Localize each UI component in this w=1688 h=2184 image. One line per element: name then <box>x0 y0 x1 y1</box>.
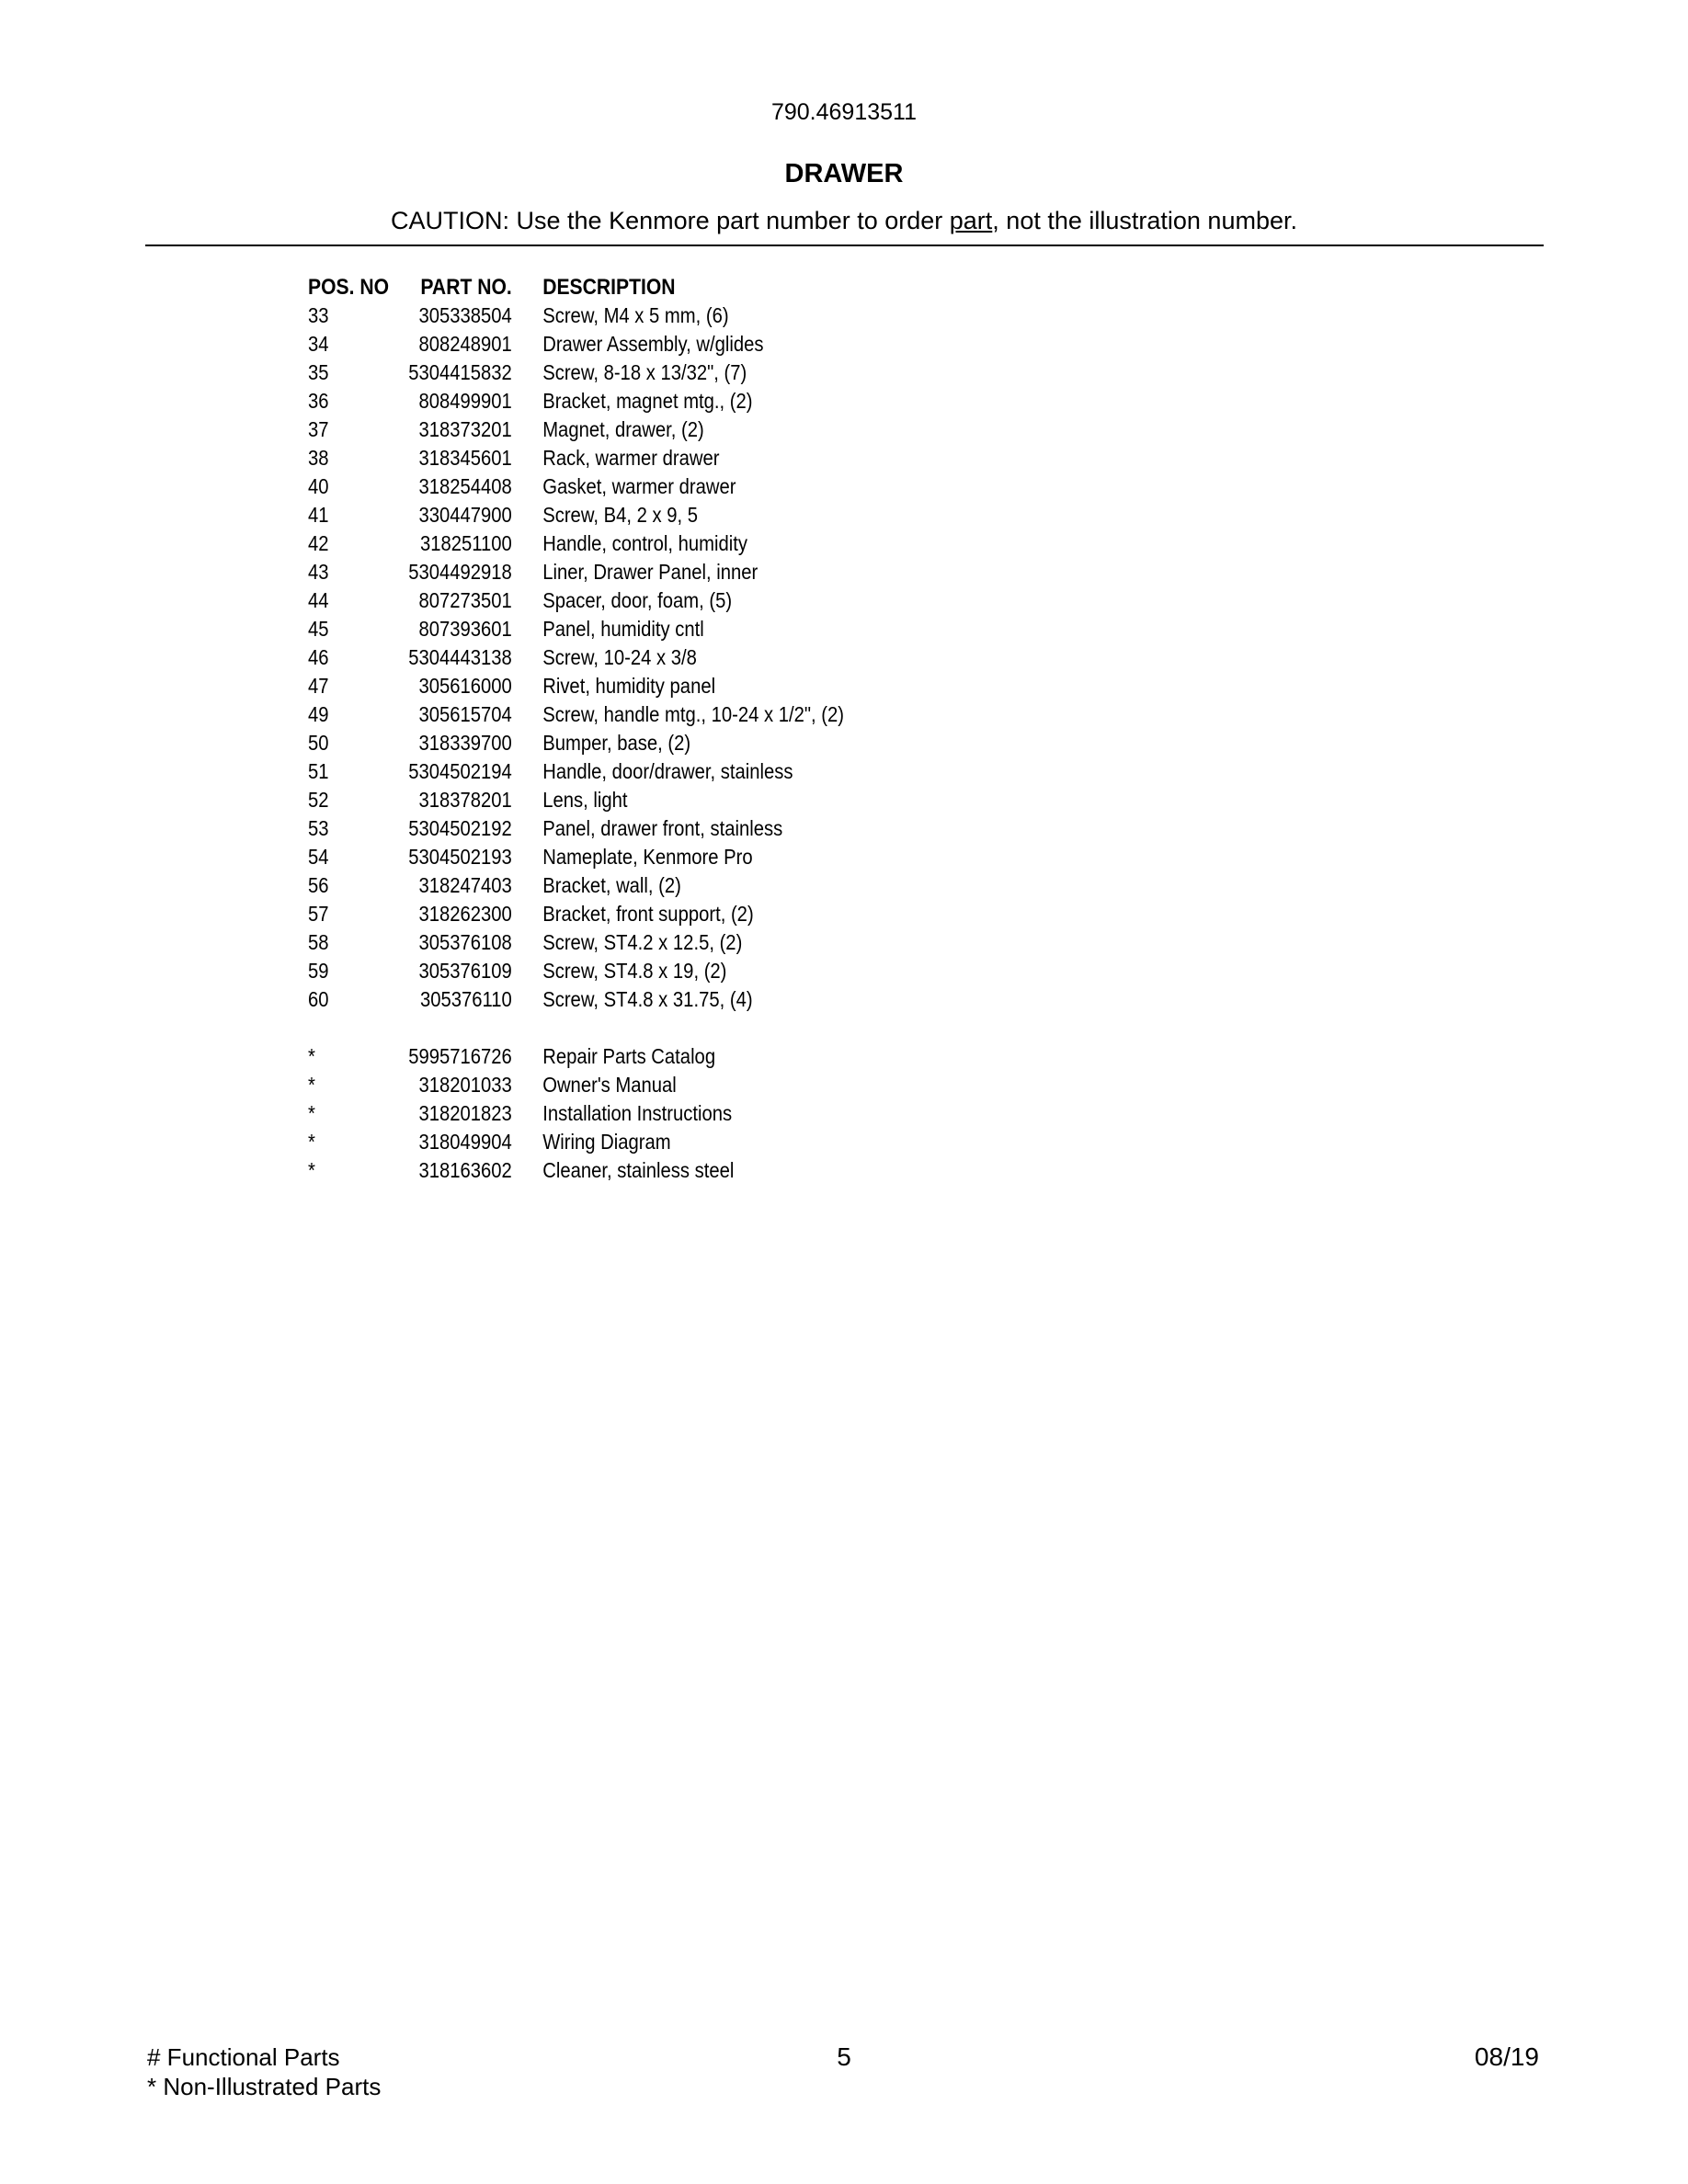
cell-pos-no: 47 <box>308 674 329 698</box>
cell-part-no: 318339700 <box>418 731 512 755</box>
cell-part-no: 318201033 <box>418 1073 512 1097</box>
cell-description: Installation Instructions <box>542 1101 733 1125</box>
cell-description: Liner, Drawer Panel, inner <box>542 560 758 584</box>
cell-pos-no: 45 <box>308 617 329 641</box>
cell-description: Screw, ST4.2 x 12.5, (2) <box>542 930 743 954</box>
caution-suffix: , not the illustration number. <box>992 207 1297 234</box>
cell-pos-no: 59 <box>308 959 329 983</box>
revision-date: 08/19 <box>1474 2042 1539 2071</box>
cell-part-no: 5304443138 <box>408 645 512 669</box>
cell-part-no: 305615704 <box>418 702 512 726</box>
caution-underlined: part <box>949 207 993 234</box>
cell-pos-no: 52 <box>308 788 329 812</box>
cell-description: Bracket, front support, (2) <box>542 902 754 926</box>
cell-description: Owner's Manual <box>542 1073 677 1097</box>
cell-part-no: 808499901 <box>418 389 512 413</box>
cell-pos-no: * <box>308 1130 315 1154</box>
header-divider <box>145 245 1544 246</box>
cell-pos-no: 57 <box>308 902 329 926</box>
cell-pos-no: * <box>308 1158 315 1182</box>
cell-part-no: 807393601 <box>418 617 512 641</box>
cell-part-no: 318247403 <box>418 873 512 897</box>
cell-part-no: 318251100 <box>419 531 512 555</box>
cell-description: Rivet, humidity panel <box>542 674 716 698</box>
header-pos-no: POS. NO <box>308 275 390 300</box>
cell-description: Screw, 10-24 x 3/8 <box>542 645 697 669</box>
cell-description: Panel, humidity cntl <box>542 617 704 641</box>
cell-part-no: 318373201 <box>418 417 512 441</box>
cell-part-no: 318345601 <box>418 446 512 470</box>
cell-description: Panel, drawer front, stainless <box>542 816 783 840</box>
cell-description: Bracket, magnet mtg., (2) <box>542 389 753 413</box>
cell-part-no: 5304502193 <box>408 845 512 869</box>
legend-functional: # Functional Parts <box>147 2043 340 2071</box>
cell-part-no: 318163602 <box>418 1158 512 1182</box>
cell-pos-no: 37 <box>308 417 329 441</box>
legend-non-illustrated: * Non-Illustrated Parts <box>147 2073 382 2100</box>
cell-pos-no: 46 <box>308 645 329 669</box>
cell-description: Wiring Diagram <box>542 1130 671 1154</box>
cell-description: Cleaner, stainless steel <box>542 1158 735 1182</box>
caution-prefix: CAUTION: Use the Kenmore part number to order <box>391 207 950 234</box>
section-title: DRAWER <box>784 159 904 188</box>
cell-description: Screw, handle mtg., 10-24 x 1/2", (2) <box>542 702 845 726</box>
cell-part-no: 330447900 <box>418 503 512 527</box>
cell-pos-no: 50 <box>308 731 329 755</box>
cell-pos-no: 44 <box>308 588 329 612</box>
cell-part-no: 5304502192 <box>408 816 512 840</box>
cell-description: Magnet, drawer, (2) <box>542 417 704 441</box>
cell-description: Handle, control, humidity <box>542 531 747 555</box>
cell-part-no: 808248901 <box>418 332 512 356</box>
cell-pos-no: * <box>308 1073 315 1097</box>
cell-description: Bumper, base, (2) <box>542 731 691 755</box>
cell-description: Lens, light <box>542 788 628 812</box>
cell-part-no: 807273501 <box>418 588 512 612</box>
cell-pos-no: 58 <box>308 930 329 954</box>
cell-part-no: 318378201 <box>418 788 512 812</box>
cell-description: Screw, ST4.8 x 31.75, (4) <box>542 987 753 1011</box>
cell-description: Bracket, wall, (2) <box>542 873 681 897</box>
cell-part-no: 318254408 <box>418 474 512 498</box>
cell-pos-no: 49 <box>308 702 329 726</box>
cell-pos-no: * <box>308 1101 315 1125</box>
cell-description: Nameplate, Kenmore Pro <box>542 845 753 869</box>
cell-pos-no: 34 <box>308 332 329 356</box>
page-number: 5 <box>837 2042 851 2071</box>
cell-pos-no: 43 <box>308 560 329 584</box>
cell-pos-no: 36 <box>308 389 329 413</box>
cell-pos-no: 51 <box>308 759 329 783</box>
cell-description: Gasket, warmer drawer <box>542 474 736 498</box>
cell-description: Spacer, door, foam, (5) <box>542 588 733 612</box>
cell-pos-no: 56 <box>308 873 329 897</box>
cell-part-no: 5304492918 <box>408 560 512 584</box>
cell-part-no: 305376108 <box>418 930 512 954</box>
caution-note <box>0 207 1688 235</box>
cell-pos-no: 54 <box>308 845 329 869</box>
cell-part-no: 5304415832 <box>408 360 512 384</box>
cell-description: Handle, door/drawer, stainless <box>542 759 793 783</box>
cell-description: Drawer Assembly, w/glides <box>542 332 764 356</box>
cell-part-no: 5995716726 <box>408 1044 512 1068</box>
header-description: DESCRIPTION <box>542 275 676 300</box>
cell-pos-no: 33 <box>308 303 329 327</box>
cell-pos-no: 40 <box>308 474 329 498</box>
cell-part-no: 305376110 <box>419 987 512 1011</box>
cell-pos-no: * <box>308 1044 315 1068</box>
cell-description: Screw, 8-18 x 13/32", (7) <box>542 360 747 384</box>
cell-description: Rack, warmer drawer <box>542 446 720 470</box>
cell-part-no: 305338504 <box>418 303 512 327</box>
cell-pos-no: 35 <box>308 360 329 384</box>
cell-pos-no: 41 <box>308 503 329 527</box>
cell-pos-no: 60 <box>308 987 329 1011</box>
model-number: 790.46913511 <box>770 99 918 125</box>
cell-part-no: 305616000 <box>418 674 512 698</box>
cell-description: Screw, M4 x 5 mm, (6) <box>542 303 729 327</box>
cell-pos-no: 53 <box>308 816 329 840</box>
cell-description: Screw, B4, 2 x 9, 5 <box>542 503 698 527</box>
cell-part-no: 318262300 <box>418 902 512 926</box>
cell-part-no: 318049904 <box>418 1130 512 1154</box>
cell-part-no: 318201823 <box>418 1101 512 1125</box>
cell-pos-no: 42 <box>308 531 329 555</box>
header-part-no: PART NO. <box>420 275 512 300</box>
cell-pos-no: 38 <box>308 446 329 470</box>
cell-description: Repair Parts Catalog <box>542 1044 716 1068</box>
cell-part-no: 5304502194 <box>408 759 512 783</box>
cell-part-no: 305376109 <box>418 959 512 983</box>
cell-description: Screw, ST4.8 x 19, (2) <box>542 959 727 983</box>
